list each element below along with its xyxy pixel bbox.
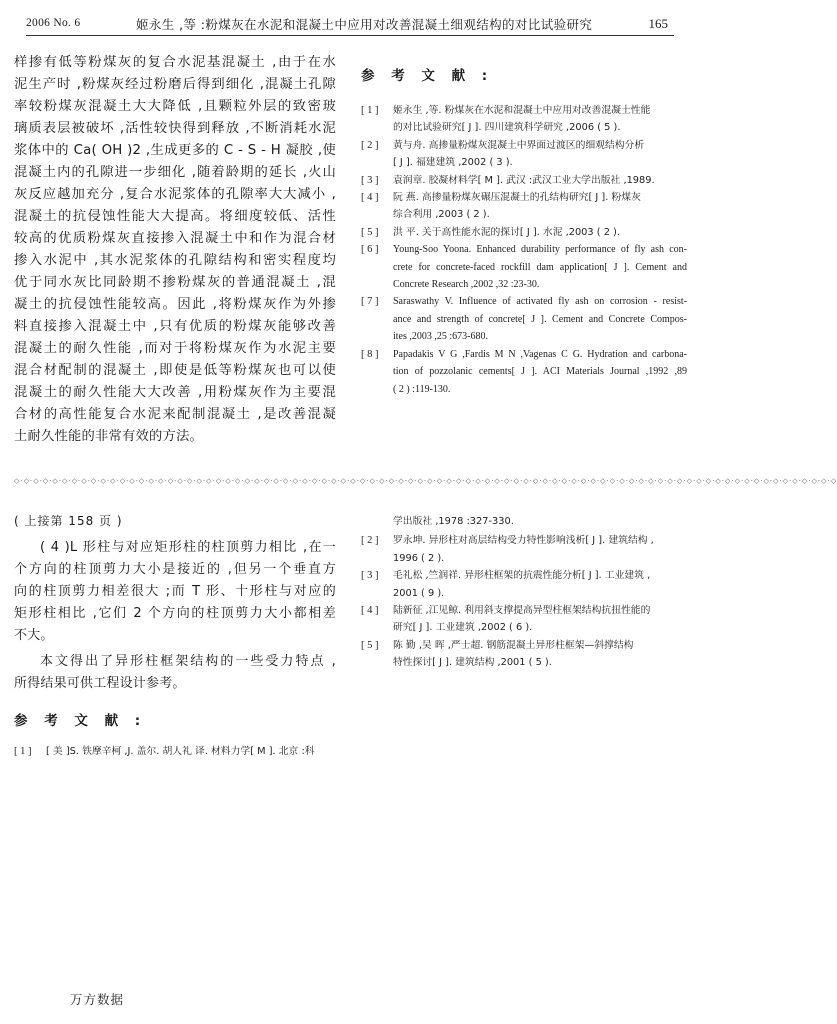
reference-line: [ J ]. 福建建筑 ,2002 ( 3 ).	[393, 157, 513, 169]
top-references	[361, 64, 687, 398]
reference-line: 学出版社 ,1978 :327-330.	[393, 516, 514, 527]
body-line: 掺入水泥中 ,其水泥浆体的孔隙结构和密实程度均	[14, 253, 336, 268]
reference-number: [ 3 ]	[361, 570, 379, 582]
reference-line: 姬永生 ,等. 粉煤灰在水泥和混凝土中应用对改善混凝土性能	[393, 105, 651, 116]
body-line: 个方向的柱顶剪力大小是接近的 ,但另一个垂直方	[14, 562, 336, 577]
watermark: 万方数据	[70, 992, 125, 1007]
reference-line: 阮 燕. 高掺量粉煤灰碾压混凝土的孔结构研究[ J ]. 粉煤灰	[393, 192, 641, 204]
reference-line: ( 2 ) :119-130.	[393, 383, 451, 395]
body-line: 混凝土的抗侵蚀性能大大提高。将细度较低、活性	[14, 209, 336, 224]
reference-line: 陆新征 ,江见鲸. 利用斜支撑提高异型柱框架结构抗扭性能的	[393, 605, 651, 617]
body-line: 合材的高性能复合水泥来配制混凝土 ,是改善混凝	[14, 407, 336, 422]
reference-line: ites ,2003 ,25 :673-680.	[393, 331, 488, 343]
continued-note: ( 上接第 158 页 )	[14, 514, 123, 528]
body-line: 混凝土的耐久性能 ,而对于将粉煤灰作为水泥主要	[14, 341, 336, 356]
reference-number: [ 3 ]	[361, 174, 379, 186]
reference-line: Young-Soo Yoona. Enhanced durability performance of fly ash con-	[393, 244, 687, 256]
reference-item	[361, 224, 687, 241]
reference-item	[361, 293, 687, 345]
reference-line: 袁润章. 胶凝材料学[ M ]. 武汉 :武汉工业大学出版社 ,1989.	[393, 174, 655, 186]
reference-number: [ 4 ]	[361, 192, 379, 204]
reference-line: 罗永坤. 异形柱对高层结构受力特性影响浅析[ J ]. 建筑结构 ,	[393, 535, 654, 547]
body-line: 较高的优质粉煤灰直接掺入混凝土中和作为混合材	[14, 231, 336, 246]
body-line: 向的柱顶剪力相差很大 ;而 T 形、十形柱与对应的	[14, 584, 336, 599]
running-title: 姬永生 ,等 :粉煤灰在水泥和混凝土中应用对改善混凝土细观结构的对比试验研究	[136, 17, 593, 32]
references-heading: 参 考 文 献 :	[361, 68, 494, 84]
top-left-body	[14, 52, 336, 448]
reference-line: 特性探讨[ J ]. 建筑结构 ,2001 ( 5 ).	[393, 657, 552, 669]
body-line: 料直接掺入混凝土中 ,只有优质的粉煤灰能够改善	[14, 319, 336, 334]
page-header	[26, 14, 674, 36]
reference-line: 2001 ( 9 ).	[393, 587, 445, 599]
reference-item	[14, 743, 336, 760]
reference-line: 综合利用 ,2003 ( 2 ).	[393, 209, 490, 221]
body-line: 不大。	[14, 628, 54, 643]
bottom-references	[361, 513, 687, 672]
reference-item	[361, 102, 687, 137]
reference-item	[361, 137, 687, 172]
reference-line: 陈 勤 ,吴 晖 ,严士超. 钢筋混凝土异形柱框架—斜撑结构	[393, 639, 634, 651]
body-line: 混凝土的耐久性能大大改善 ,用粉煤灰作为主要混	[14, 385, 336, 400]
reference-number: [ 2 ]	[361, 139, 379, 151]
reference-item	[361, 567, 687, 602]
body-line: 土耐久性能的非常有效的方法。	[14, 429, 203, 444]
reference-list	[361, 102, 687, 398]
body-line: 所得结果可供工程设计参考。	[14, 676, 186, 691]
reference-line: [ 美 ]S. 铁摩辛柯 ,J. 盖尔. 胡人礼 译. 材料力学[ M ]. 北京 :科	[46, 746, 315, 757]
reference-number: [ 1 ]	[14, 746, 32, 757]
reference-item	[361, 189, 687, 224]
body-line: 矩形柱相比 ,它们 2 个方向的柱顶剪力大小都相差	[14, 606, 336, 621]
bottom-left-body	[14, 511, 336, 760]
reference-line: crete for concrete-faced rockfill dam application[ J ]. Cement and	[393, 261, 687, 273]
references-heading: 参 考 文 献 :	[14, 713, 147, 729]
reference-line: 黄与舟. 高掺量粉煤灰混凝土中界面过渡区的细观结构分析	[393, 139, 645, 151]
body-line: 本文得出了异形柱框架结构的一些受力特点 ,	[40, 654, 336, 669]
reference-item	[361, 513, 687, 530]
reference-number: [ 5 ]	[361, 226, 379, 238]
reference-line: 1996 ( 2 ).	[393, 552, 445, 564]
reference-line: tion of pozzolanic cements[ J ]. ACI Materials Journal ,1992 ,89	[393, 366, 687, 378]
reference-number: [ 7 ]	[361, 296, 379, 308]
reference-line: 研究[ J ]. 工业建筑 ,2002 ( 6 ).	[393, 622, 533, 634]
body-line: 混合材配制的混凝土 ,即使是低等粉煤灰也可以使	[14, 363, 336, 378]
reference-number: [ 2 ]	[361, 535, 379, 547]
reference-line: Saraswathy V. Influence of activated fly ash on corrosion - resist-	[393, 296, 687, 308]
body-line: 凝土的抗侵蚀性能较高。因此 ,将粉煤灰作为外掺	[14, 297, 336, 312]
journal-issue: 2006 No. 6	[26, 17, 81, 29]
reference-item	[361, 346, 687, 398]
reference-number: [ 5 ]	[361, 639, 379, 651]
body-line: 率较粉煤灰混凝土大大降低 ,且颗粒外层的致密玻	[14, 99, 336, 114]
reference-line: 洪 平. 关于高性能水泥的探讨[ J ]. 水泥 ,2003 ( 2 ).	[393, 226, 620, 238]
reference-number: [ 6 ]	[361, 244, 379, 256]
body-line: 浆体中的 Ca( OH )2 ,生成更多的 C - S - H 凝胶 ,使	[14, 143, 336, 158]
reference-line: 的对比试验研究[ J ]. 四川建筑科学研究 ,2006 ( 5 ).	[393, 122, 621, 134]
body-line: ( 4 )L 形柱与对应矩形柱的柱顶剪力相比 ,在一	[40, 540, 336, 555]
reference-line: Concrete Research ,2002 ,32 :23-30.	[393, 279, 540, 291]
body-line: 优于同水灰比同龄期不掺粉煤灰的普通混凝土 ,混	[14, 275, 336, 290]
body-line: 璃质表层被破坏 ,活性较快得到释放 ,不断消耗水泥	[14, 121, 336, 136]
reference-item	[361, 241, 687, 293]
reference-number: [ 1 ]	[361, 105, 379, 116]
reference-number: [ 8 ]	[361, 348, 379, 360]
reference-item	[361, 637, 687, 672]
reference-item	[361, 172, 687, 189]
section-divider: ◇·◇·◇·◇·◇·◇·◇·◇·◇·◇·◇·◇·◇·◇·◇·◇·◇·◇·◇·◇·◇·◇·◇·◇·◇·◇·◇·◇·◇·◇·◇·◇·◇·◇·◇·◇·◇·◇·◇·◇·◇·◇·◇·◇·◇·◇·◇·◇·◇·◇·◇·◇·◇·◇·◇·◇·◇·◇·◇·◇·◇·◇·◇·◇·◇·◇·◇·◇·◇·◇·◇·◇·◇·◇·◇·◇·◇·◇·◇·◇·◇·◇·◇·◇·◇·◇	[14, 477, 837, 485]
reference-number: [ 4 ]	[361, 605, 379, 617]
body-line: 混凝土内的孔隙进一步细化 ,随着龄期的延长 ,火山	[14, 165, 336, 180]
reference-item	[361, 602, 687, 637]
body-line: 灰反应越加充分 ,复合水泥浆体的孔隙率大大减小 ,	[14, 187, 336, 202]
body-line: 泥生产时 ,粉煤灰经过粉磨后得到细化 ,混凝土孔隙	[14, 77, 336, 92]
header-rule	[26, 35, 674, 36]
reference-line: Papadakis V G ,Fardis M N ,Vagenas C G. Hydration and carbona-	[393, 348, 687, 360]
reference-line: ance and strength of concrete[ J ]. Cement and Concrete Compos-	[393, 313, 687, 325]
body-line: 样掺有低等粉煤灰的复合水泥基混凝土 ,由于在水	[14, 55, 336, 70]
page-number: 165	[648, 16, 668, 31]
reference-item	[361, 532, 687, 567]
reference-line: 毛礼松 ,竺润祥. 异形柱框架的抗震性能分析[ J ]. 工业建筑 ,	[393, 570, 651, 582]
